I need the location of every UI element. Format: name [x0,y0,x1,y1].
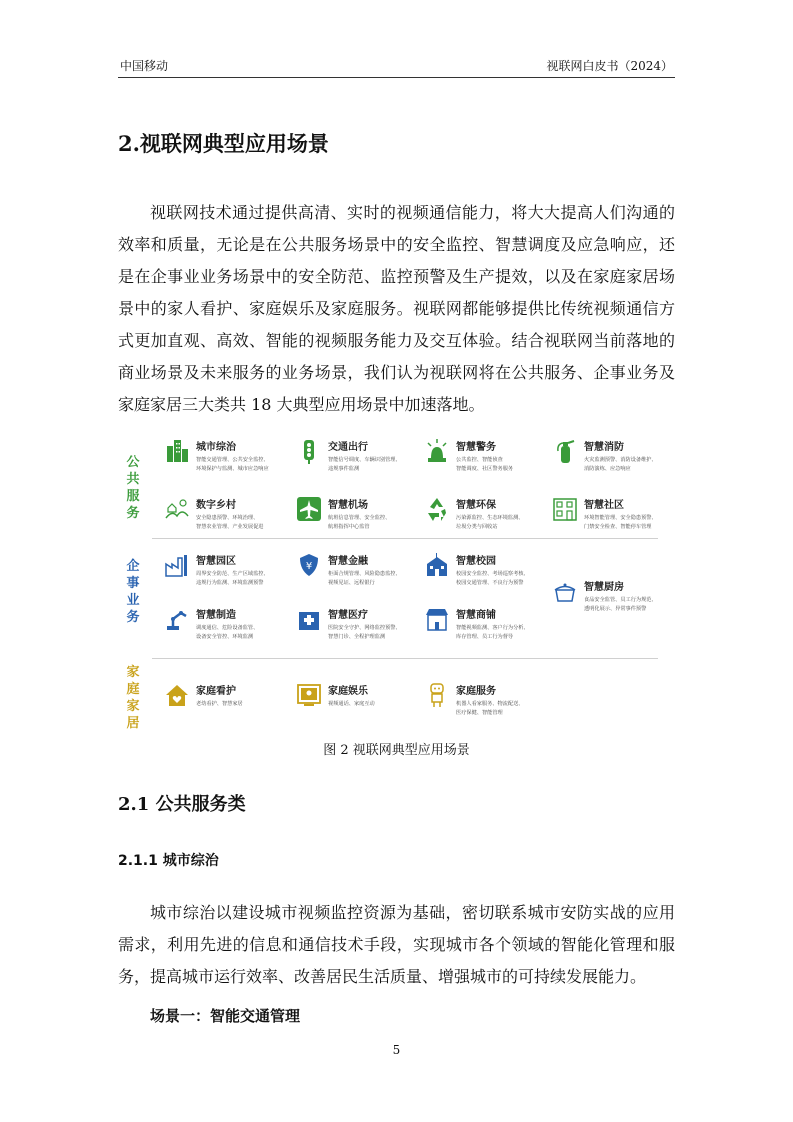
scenario-desc: 违规事件监测 [328,466,360,472]
header-left: 中国移动 [120,59,169,73]
tv-screen-icon [296,682,322,708]
scenario-title: 数字乡村 [196,500,236,511]
cooking-pot-icon [552,578,578,604]
scenario-desc: 公共监控、智能侦查 [456,457,503,463]
scenario-desc: 智慧农业管理、产业发展促进 [196,524,264,530]
scenario-item [164,606,296,652]
scenario-desc: 污染源监控、生态环境监测、 [456,515,524,521]
scenario-desc: 安全隐患预警、环境治理、 [196,515,259,521]
subsection-title: 2.1 公共服务类 [118,794,246,815]
page-number: 5 [392,1043,401,1057]
scenario-title: 智慧校园 [456,556,496,567]
scenario-title: 智慧消防 [584,442,624,453]
scenario-desc: 消防演练、应急响应 [584,466,631,472]
svg-text:¥: ¥ [305,561,313,572]
application-scenario-figure [118,428,674,731]
scenario-title: 家庭服务 [456,686,496,697]
scenario-item [164,552,296,598]
scenario-desc: 智慧门诊、全程护理监测 [328,634,386,640]
scenario-title: 智慧制造 [196,610,236,621]
scenario-item [424,438,556,484]
scenario-desc: 智能交通管理、公共安全监控、 [196,457,269,463]
community-grid-icon [552,496,578,522]
scenario-desc: 调度通信、危险设备监管、 [196,625,259,631]
city-buildings-icon [164,438,190,464]
group-label-enterprise: 企 事 业 务 [126,559,140,625]
scenario-item [552,496,684,542]
scenario-title: 智慧金融 [328,556,368,567]
scenario-desc: 库存管理、员工行为督导 [456,634,514,640]
scene-title: 场景一：智能交通管理 [150,1007,301,1025]
scenario-desc: 校园交通管理、不良行为预警 [456,580,524,586]
scenario-desc: 校园安全监控、考场巡察考核、 [456,571,529,577]
airplane-icon [296,496,322,522]
school-building-icon [424,552,450,578]
traffic-light-icon [296,438,322,464]
scenario-item [552,578,684,624]
scenario-desc: 环境保护与监测、城市应急响应 [196,466,269,472]
police-siren-icon [424,438,450,464]
scenario-desc: 透明化展示、异常事件预警 [584,606,647,612]
scenario-title: 智慧社区 [584,500,624,511]
scenario-title: 智慧机场 [328,500,368,511]
intro-paragraph: 视联网技术通过提供高清、实时的视频通信能力，将大大提高人们沟通的效率和质量，无论是在公共服务场景中的安全监控、智慧调度及应急响应，还是在企事业业务场景中的安全防范、监控预警及生产提效，以及在家庭家居场景中的家人看护、家庭娱乐及家庭服务。视联网都能够提供比传统视频通信方式更加直观、高效、智能的视频服务能力及交互体验。结合视联网当前落地的商业场景及未来服务的业务场景，我们认为视联网将在公共服务、企事业务及家庭家居三大类共 18 大典型应用场景中加速落地。 [118,203,675,414]
scenario-desc: 航班指挥中心监管 [328,524,370,530]
group-label-public: 公 共 服 务 [126,455,140,521]
scenario-item [296,552,428,598]
subsubsection-title: 2.1.1 城市综治 [118,853,219,869]
group-divider [152,658,658,659]
header-right: 视联网白皮书（2024） [546,59,673,73]
robot-arm-icon [164,606,190,632]
hospital-icon [296,606,322,632]
scenario-item [164,496,296,542]
scenario-desc: 智能信号调度、车辆识别管理、 [328,457,401,463]
fire-extinguisher-icon [552,438,578,464]
scenario-item [296,438,428,484]
scenario-desc: 柜面合规管理、风险隐患监控、 [328,571,401,577]
section-title: 2.视联网典型应用场景 [118,131,329,156]
city-paragraph: 城市综治以建设城市视频监控资源为基础，密切联系城市安防实战的应用需求，利用先进的信息和通信技术手段，实现城市各个领域的智能化管理和服务，提高城市运行效率、改善居民生活质量、增强城市的可持续发展能力。 [118,903,675,986]
scenario-title: 智慧园区 [196,556,236,567]
scenario-item [164,682,296,728]
scenario-title: 智慧警务 [456,442,496,453]
scenario-title: 智慧医疗 [328,610,368,621]
scenario-item [296,682,428,728]
scenario-title: 智慧环保 [456,500,496,511]
scenario-desc: 航班信息管理、安全监控、 [328,515,391,521]
shop-storefront-icon [424,606,450,632]
scenario-desc: 食品安全监管、员工行为规范、 [584,597,657,603]
scenario-desc: 违规行为监测、环境监测预警 [196,580,264,586]
scenario-item [552,438,684,484]
robot-service-icon [424,682,450,708]
scenario-desc: 火灾监测预警、消防设备维护、 [584,457,657,463]
scenario-desc: 智能调度、社区警务服务 [456,466,514,472]
scenario-desc: 门禁安全检查、智能停车管理 [584,524,652,530]
scenario-item [424,552,556,598]
scenario-title: 城市综治 [196,442,236,453]
scenario-desc: 医院安全守护、网络监控预警、 [328,625,401,631]
scenario-desc: 医疗保健、智能管理 [456,710,503,716]
village-landscape-icon [164,496,190,522]
scenario-item [424,496,556,542]
finance-shield-icon [296,552,322,578]
scenario-desc: 环境智能管理、安全隐患预警、 [584,515,657,521]
page-header [118,55,675,78]
group-label-home: 家 庭 家 居 [126,665,140,731]
house-care-icon [164,682,190,708]
scenario-desc: 老幼看护、智慧家居 [196,701,243,707]
recycle-icon [424,496,450,522]
figure-caption: 图 2 视联网典型应用场景 [323,743,470,758]
scenario-desc: 机器人看家服务、物流配送、 [456,701,524,707]
scenario-desc: 视频通话、家庭互动 [328,701,375,707]
scenario-title: 家庭娱乐 [328,686,368,697]
scenario-title: 家庭看护 [196,686,236,697]
scenario-item [296,496,428,542]
scenario-desc: 智能视频监测、客户行为分析、 [456,625,529,631]
scenario-title: 智慧厨房 [584,582,624,593]
scenario-desc: 垃圾分类与回收站 [456,524,498,530]
scenario-item [164,438,296,484]
scenario-title: 智慧商铺 [456,610,496,621]
scenario-desc: 设备安全管控、环境监测 [196,634,254,640]
scenario-desc: 视频见证、远程银行 [328,580,375,586]
scenario-item [424,682,556,728]
factory-icon [164,552,190,578]
scenario-item [424,606,556,652]
scenario-title: 交通出行 [328,442,368,453]
scenario-desc: 周界安全防范、生产区域监控、 [196,571,269,577]
scenario-item [296,606,428,652]
